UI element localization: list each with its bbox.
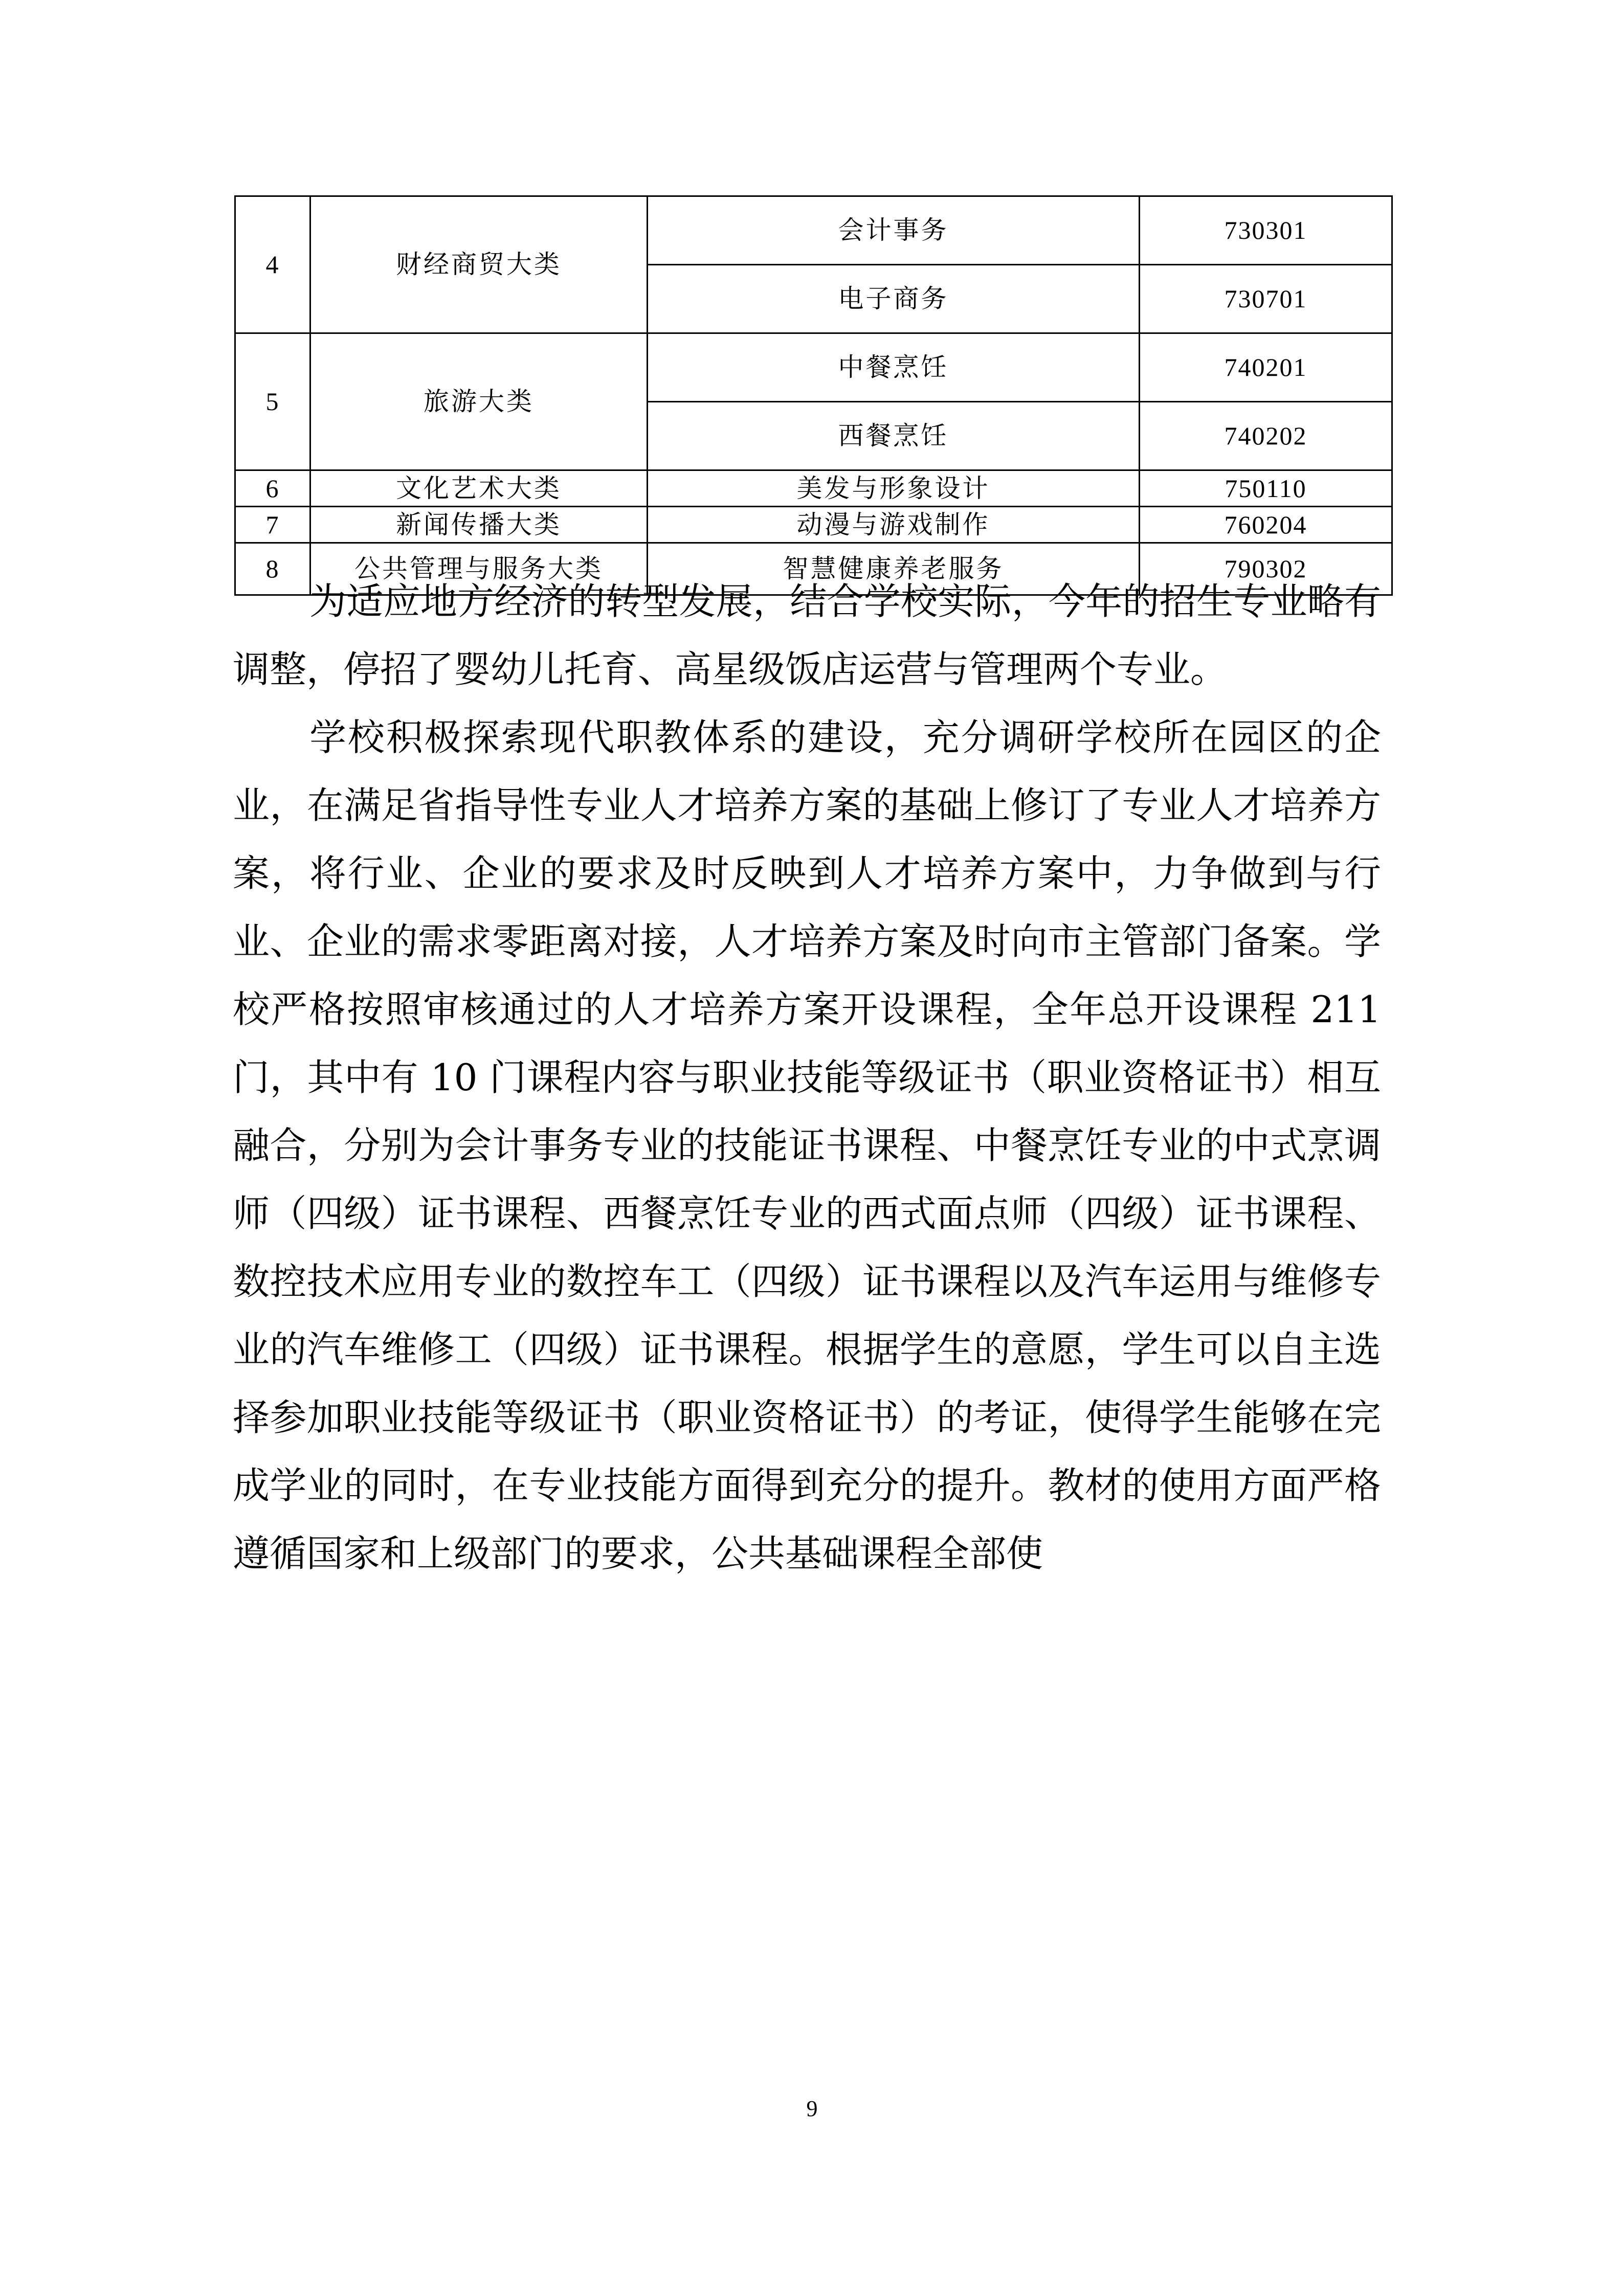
cell-major-name: 智慧健康养老服务 [648,543,1140,595]
cell-major-name: 电子商务 [648,265,1140,333]
body-text-block [233,568,1381,1588]
paragraph-curriculum-system: 学校积极探索现代职教体系的建设，充分调研学校所在园区的企业，在满足省指导性专业人才培养方案的基础上修订了专业人才培养方案，将行业、企业的要求及时反映到人才培养方案中，力争做到与行业、企业的需求零距离对接，人才培养方案及时向市主管部门备案。学校严格按照审核通过的人才培养方案开设课程，全年总开设课程 211 门，其中有 10 门课程内容与职业技能等级证书（职业资格证书）相互融合，分别为会计事务专业的技能证书课程、中餐烹饪专业的中式烹调师（四级）证书课程、西餐烹饪专业的西式面点师（四级）证书课程、数控技术应用专业的数控车工（四级）证书课程以及汽车运用与维修专业的汽车维修工（四级）证书课程。根据学生的意愿，学生可以自主选择参加职业技能等级证书（职业资格证书）的考证，使得学生能够在完成学业的同时，在专业技能方面得到充分的提升。教材的使用方面严格遵循国家和上级部门的要求，公共基础课程全部使 [233,716,1381,1575]
cell-major-code: 740201 [1140,333,1392,402]
cell-sequence-number: 6 [235,470,310,507]
majors-table-container [234,195,1385,596]
cell-sequence-number: 7 [235,507,310,543]
cell-major-group: 旅游大类 [310,333,648,470]
page-number: 9 [806,2096,818,2121]
cell-major-group: 财经商贸大类 [310,196,648,333]
table-row [235,470,1392,507]
cell-major-code: 750110 [1140,470,1392,507]
cell-major-name: 美发与形象设计 [648,470,1140,507]
majors-table [234,195,1393,596]
cell-major-name: 会计事务 [648,196,1140,265]
cell-sequence-number: 4 [235,196,310,333]
cell-major-code: 760204 [1140,507,1392,543]
cell-sequence-number: 8 [235,543,310,595]
cell-major-code: 740202 [1140,402,1392,470]
cell-major-code: 730301 [1140,196,1392,265]
cell-major-code: 730701 [1140,265,1392,333]
paragraph-enrollment-adjustment: 为适应地方经济的转型发展，结合学校实际，今年的招生专业略有调整，停招了婴幼儿托育、高星级饭店运营与管理两个专业。 [233,580,1381,691]
cell-major-name: 中餐烹饪 [648,333,1140,402]
table-row [235,507,1392,543]
cell-major-group: 新闻传播大类 [310,507,648,543]
cell-major-code: 790302 [1140,543,1392,595]
cell-major-name: 西餐烹饪 [648,402,1140,470]
cell-sequence-number: 5 [235,333,310,470]
cell-major-group: 公共管理与服务大类 [310,543,648,595]
table-row [235,333,1392,402]
cell-major-name: 动漫与游戏制作 [648,507,1140,543]
cell-major-group: 文化艺术大类 [310,470,648,507]
table-row [235,196,1392,265]
